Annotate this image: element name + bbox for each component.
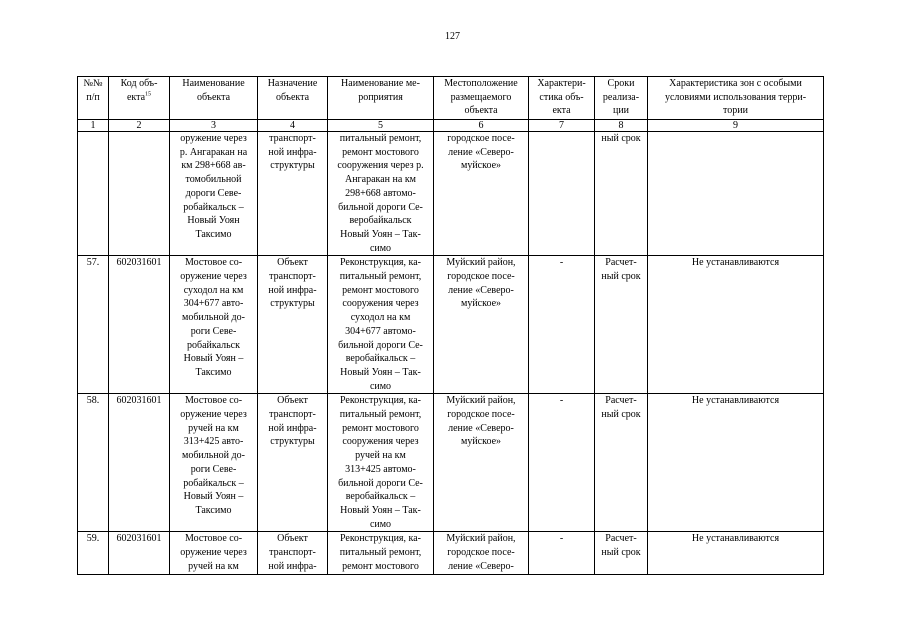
header-row (78, 77, 824, 120)
header-zones: Характеристика зон с особыми условиями использования терри- тории (648, 77, 824, 120)
cell-purpose: транспорт- ной инфра- структуры (258, 132, 328, 256)
cell-num (78, 132, 109, 256)
objects-table (77, 76, 824, 575)
table-row (78, 394, 824, 532)
cell-measure: Реконструкция, ка- питальный ремонт, ремонт мостового (328, 532, 434, 574)
cell-term: Расчет- ный срок (595, 394, 648, 532)
column-number: 4 (258, 120, 328, 132)
column-number: 7 (529, 120, 595, 132)
cell-characteristic: - (529, 394, 595, 532)
footnote-ref: 15 (145, 91, 152, 98)
cell-term: Расчет- ный срок (595, 532, 648, 574)
cell-location: Муйский район, городское посе- ление «Северо- муйское» (434, 394, 529, 532)
cell-name: Мостовое со- оружение через ручей на км (170, 532, 258, 574)
header-num: №№ п/п (78, 77, 109, 120)
cell-code (109, 132, 170, 256)
cell-zones (648, 132, 824, 256)
column-number: 6 (434, 120, 529, 132)
header-measure: Наименование ме- роприятия (328, 77, 434, 120)
cell-characteristic (529, 132, 595, 256)
cell-name: оружение через р. Ангаракан на км 298+668 ав- томобильной дороги Севе- робайкальск – Новый Уоян Таксимо (170, 132, 258, 256)
column-number: 2 (109, 120, 170, 132)
cell-num: 58. (78, 394, 109, 532)
cell-measure: питальный ремонт, ремонт мостового сооружения через р. Ангаракан на км 298+668 автомо- бильной дороги Се- веробайкальск Новый Уоян – Так- симо (328, 132, 434, 256)
column-number: 3 (170, 120, 258, 132)
cell-measure: Реконструкция, ка- питальный ремонт, ремонт мостового сооружения через ручей на км 313+425 автомо- бильной дороги Се- веробайкальск – Новый Уоян – Так- симо (328, 394, 434, 532)
header-location: Местоположение размещаемого объекта (434, 77, 529, 120)
column-number: 1 (78, 120, 109, 132)
header-characteristic: Характери- стика объ- екта (529, 77, 595, 120)
cell-purpose: Объект транспорт- ной инфра- (258, 532, 328, 574)
table-row (78, 132, 824, 256)
header-purpose: Назначение объекта (258, 77, 328, 120)
cell-location: городское посе- ление «Северо- муйское» (434, 132, 529, 256)
cell-zones: Не устанавливаются (648, 394, 824, 532)
cell-characteristic: - (529, 532, 595, 574)
header-term: Сроки реализа- ции (595, 77, 648, 120)
column-number: 8 (595, 120, 648, 132)
cell-num: 59. (78, 532, 109, 574)
cell-purpose: Объект транспорт- ной инфра- структуры (258, 394, 328, 532)
cell-zones: Не устанавливаются (648, 256, 824, 394)
header-name: Наименование объекта (170, 77, 258, 120)
cell-name: Мостовое со- оружение через ручей на км 313+425 авто- мобильной до- роги Севе- робайкальск – Новый Уоян – Таксимо (170, 394, 258, 532)
column-number-row (78, 120, 824, 132)
cell-characteristic: - (529, 256, 595, 394)
cell-term: Расчет- ный срок (595, 256, 648, 394)
column-number: 9 (648, 120, 824, 132)
cell-location: Муйский район, городское посе- лениe «Северо- муйское» (434, 256, 529, 394)
table-row (78, 256, 824, 394)
cell-measure: Реконструкция, ка- питальный ремонт, ремонт мостового сооружения через суходол на км 304+677 автомо- бильной дороги Се- веробайкальск – Новый Уоян – Так- симо (328, 256, 434, 394)
cell-location: Муйский район, городское посе- ление «Северо- (434, 532, 529, 574)
cell-purpose: Объект транспорт- ной инфра- структуры (258, 256, 328, 394)
cell-code: 602031601 (109, 394, 170, 532)
column-number: 5 (328, 120, 434, 132)
cell-zones: Не устанавливаются (648, 532, 824, 574)
cell-code: 602031601 (109, 532, 170, 574)
header-code: Код объ- екта$^{15}$ (109, 77, 170, 120)
cell-code: 602031601 (109, 256, 170, 394)
cell-name: Мостовое со- оружение через суходол на км 304+677 авто- мобильной до- роги Севе- робайкальск Новый Уоян – Таксимо (170, 256, 258, 394)
table-row (78, 532, 824, 574)
cell-term: ный срок (595, 132, 648, 256)
cell-num: 57. (78, 256, 109, 394)
page-number: 127 (445, 31, 460, 42)
